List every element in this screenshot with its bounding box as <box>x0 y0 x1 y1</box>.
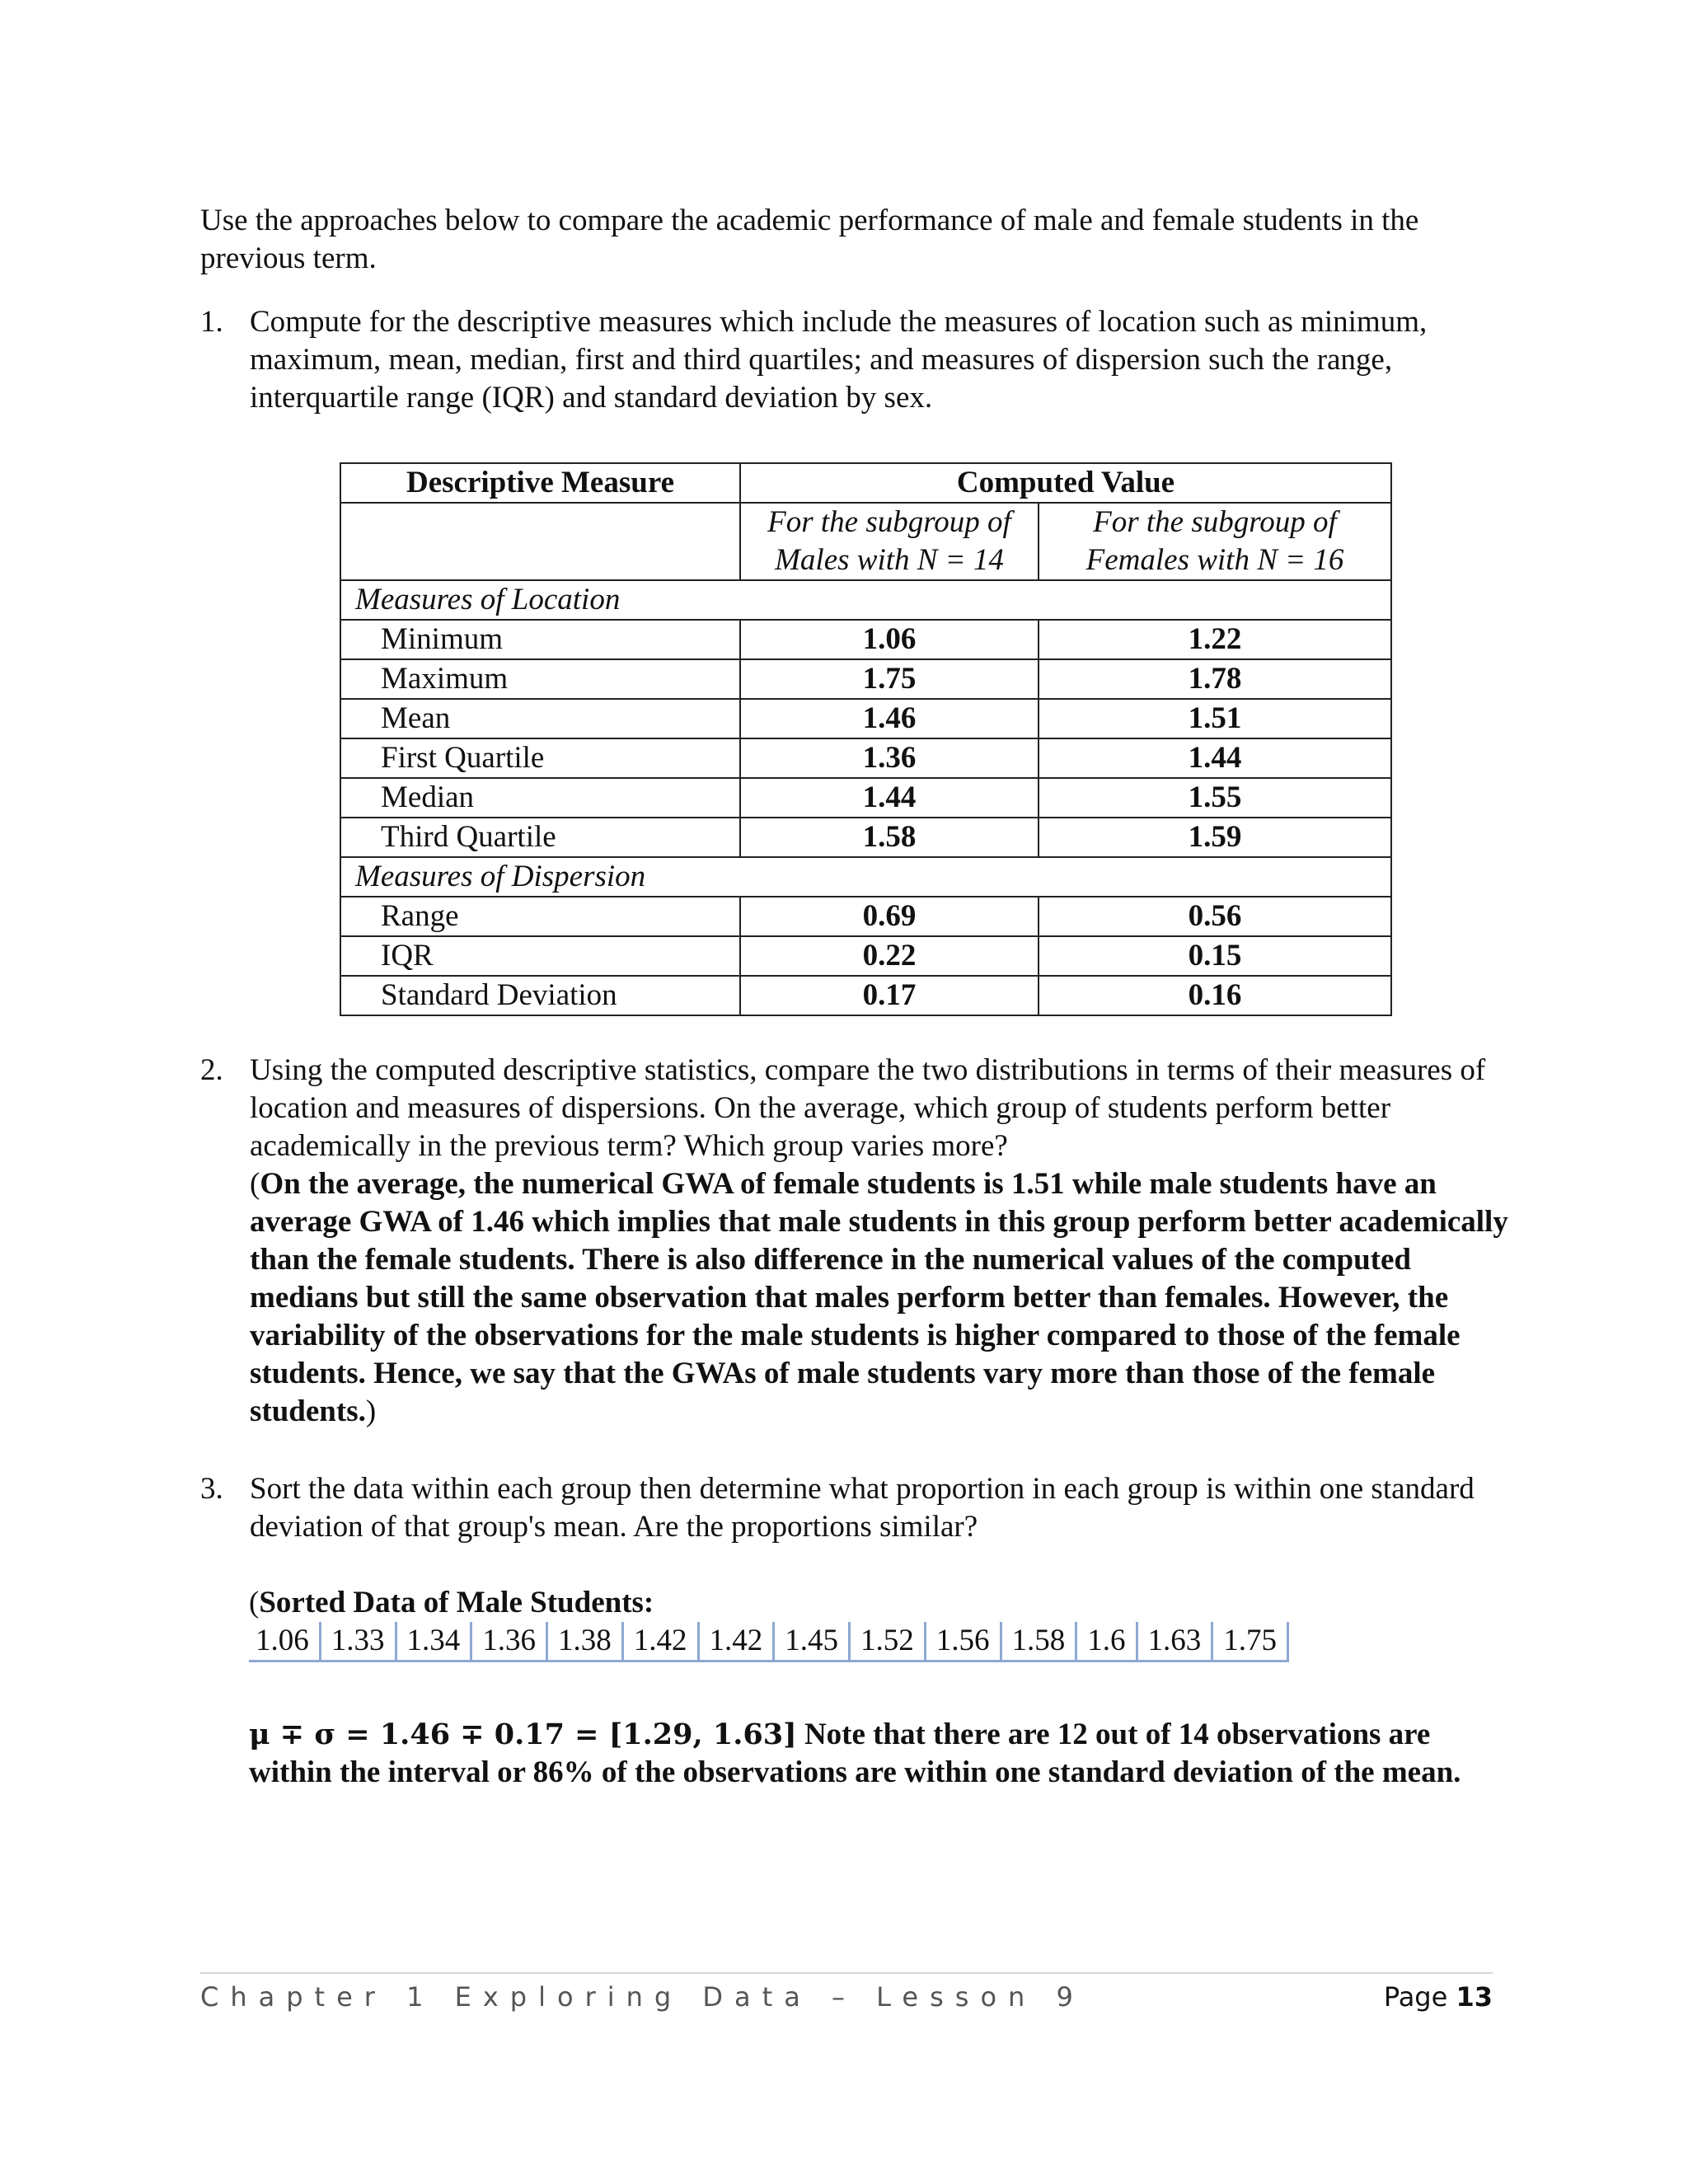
sorted-value: 1.42 <box>700 1622 776 1660</box>
footer-page <box>1384 1978 1493 2016</box>
table-row <box>340 620 1391 659</box>
female-value: 1.44 <box>1039 738 1391 778</box>
male-value: 1.46 <box>740 699 1039 738</box>
row-label: Standard Deviation <box>340 976 740 1015</box>
sorted-open-paren: ( <box>249 1586 260 1619</box>
female-value: 1.51 <box>1039 699 1391 738</box>
row-label: Maximum <box>340 659 740 699</box>
table-row <box>340 936 1391 976</box>
table-subheader-row <box>340 503 1391 580</box>
row-label: Range <box>340 897 740 936</box>
answer-open-paren: ( <box>250 1167 260 1201</box>
group-label-location: Measures of Location <box>340 580 1391 620</box>
male-value: 0.17 <box>740 976 1039 1015</box>
row-label: IQR <box>340 936 740 976</box>
female-value: 1.55 <box>1039 778 1391 818</box>
item-text: Sort the data within each group then determine what proportion in each group is within one standard deviation of that group's mean. Are the proportions similar? <box>250 1472 1475 1544</box>
page-number: 13 <box>1456 1981 1493 2013</box>
male-value: 0.69 <box>740 897 1039 936</box>
row-label: Third Quartile <box>340 818 740 857</box>
table-row <box>340 659 1391 699</box>
page-label: Page <box>1383 1981 1448 2013</box>
item-body <box>250 1052 1519 1431</box>
table-row <box>340 976 1391 1015</box>
item-text: Compute for the descriptive measures which include the measures of location such as minimum, maximum, mean, median, first and third quartiles; and measures of dispersion such the range, interquartile range (IQR) and standard deviation by sex. <box>250 305 1428 415</box>
header-measure: Descriptive Measure <box>340 463 740 503</box>
female-value: 1.59 <box>1039 818 1391 857</box>
item-number: 2. <box>200 1053 223 1087</box>
table-header-row <box>340 463 1391 503</box>
sorted-heading-text: Sorted Data of Male Students: <box>259 1586 654 1619</box>
footer-chapter: Chapter 1 Exploring Data – Lesson 9 <box>200 1981 1085 2013</box>
male-value: 1.75 <box>740 659 1039 699</box>
answer-text: On the average, the numerical GWA of female students is 1.51 while male students have an average GWA of 1.46 which implies that male students in this group perform better academically than the female students. There is also difference in the numerical values of the computed medians but still the same observation that males perform better than females. However, the variability of the observations for the male students is higher compared to those of the female students. Hence, we say that the GWAs of male students vary more than those of the female students. <box>250 1167 1508 1428</box>
subheader-females: For the subgroup of Females with N = 16 <box>1039 503 1391 580</box>
item-number: 1. <box>200 305 223 339</box>
group-label-dispersion: Measures of Dispersion <box>340 857 1391 897</box>
interval-formula: μ ∓ σ = 1.46 ∓ 0.17 = [1.29, 1.63] <box>249 1718 797 1751</box>
item-2 <box>200 1052 1519 1431</box>
row-label: Minimum <box>340 620 740 659</box>
male-value: 0.22 <box>740 936 1039 976</box>
male-value: 1.06 <box>740 620 1039 659</box>
sorted-value: 1.34 <box>397 1622 473 1660</box>
female-value: 0.56 <box>1039 897 1391 936</box>
sorted-value: 1.33 <box>321 1622 397 1660</box>
subheader-males: For the subgroup of Males with N = 14 <box>740 503 1039 580</box>
item-number: 3. <box>200 1472 223 1506</box>
item-text: Using the computed descriptive statistics, compare the two distributions in terms of their measures of location and measures of dispersions. On the average, which group of students perform better academically in the previous term? Which group varies more? <box>250 1053 1486 1163</box>
sorted-value: 1.42 <box>624 1622 700 1660</box>
sorted-data-heading <box>249 1584 654 1622</box>
row-label: First Quartile <box>340 738 740 778</box>
female-value: 1.22 <box>1039 620 1391 659</box>
sorted-value: 1.6 <box>1077 1622 1137 1660</box>
sorted-value: 1.75 <box>1213 1622 1289 1660</box>
sorted-value: 1.56 <box>926 1622 1002 1660</box>
male-value: 1.36 <box>740 738 1039 778</box>
group-row-location <box>340 580 1391 620</box>
sorted-value: 1.63 <box>1138 1622 1214 1660</box>
table-row <box>340 738 1391 778</box>
sorted-value: 1.06 <box>249 1622 321 1660</box>
descriptive-measures-table <box>340 462 1392 1016</box>
item-1 <box>200 303 1519 417</box>
group-row-dispersion <box>340 857 1391 897</box>
row-label: Median <box>340 778 740 818</box>
answer-close-paren: ) <box>365 1394 377 1428</box>
footer-divider <box>200 1972 1493 1974</box>
sorted-value: 1.45 <box>775 1622 851 1660</box>
item-3 <box>200 1470 1519 1546</box>
sorted-value: 1.52 <box>851 1622 926 1660</box>
table-row <box>340 897 1391 936</box>
table-row <box>340 818 1391 857</box>
sorted-value: 1.38 <box>548 1622 624 1660</box>
male-value: 1.58 <box>740 818 1039 857</box>
intro-paragraph: Use the approaches below to compare the academic performance of male and female students in the previous term. <box>200 204 1419 275</box>
female-value: 0.16 <box>1039 976 1391 1015</box>
row-label: Mean <box>340 699 740 738</box>
interval-note: Note that there are 12 out of 14 observations are within the interval or 86% of the observations are within one standard deviation of the mean. <box>249 1718 1461 1789</box>
answer-paragraph <box>250 1165 1519 1431</box>
interval-conclusion <box>249 1716 1502 1792</box>
header-computed-value: Computed Value <box>740 463 1391 503</box>
sorted-data-row <box>249 1622 1289 1662</box>
sorted-value: 1.36 <box>472 1622 548 1660</box>
female-value: 1.78 <box>1039 659 1391 699</box>
female-value: 0.15 <box>1039 936 1391 976</box>
blank-cell <box>340 503 740 580</box>
male-value: 1.44 <box>740 778 1039 818</box>
sorted-value: 1.58 <box>1002 1622 1078 1660</box>
table-row <box>340 778 1391 818</box>
table-row <box>340 699 1391 738</box>
